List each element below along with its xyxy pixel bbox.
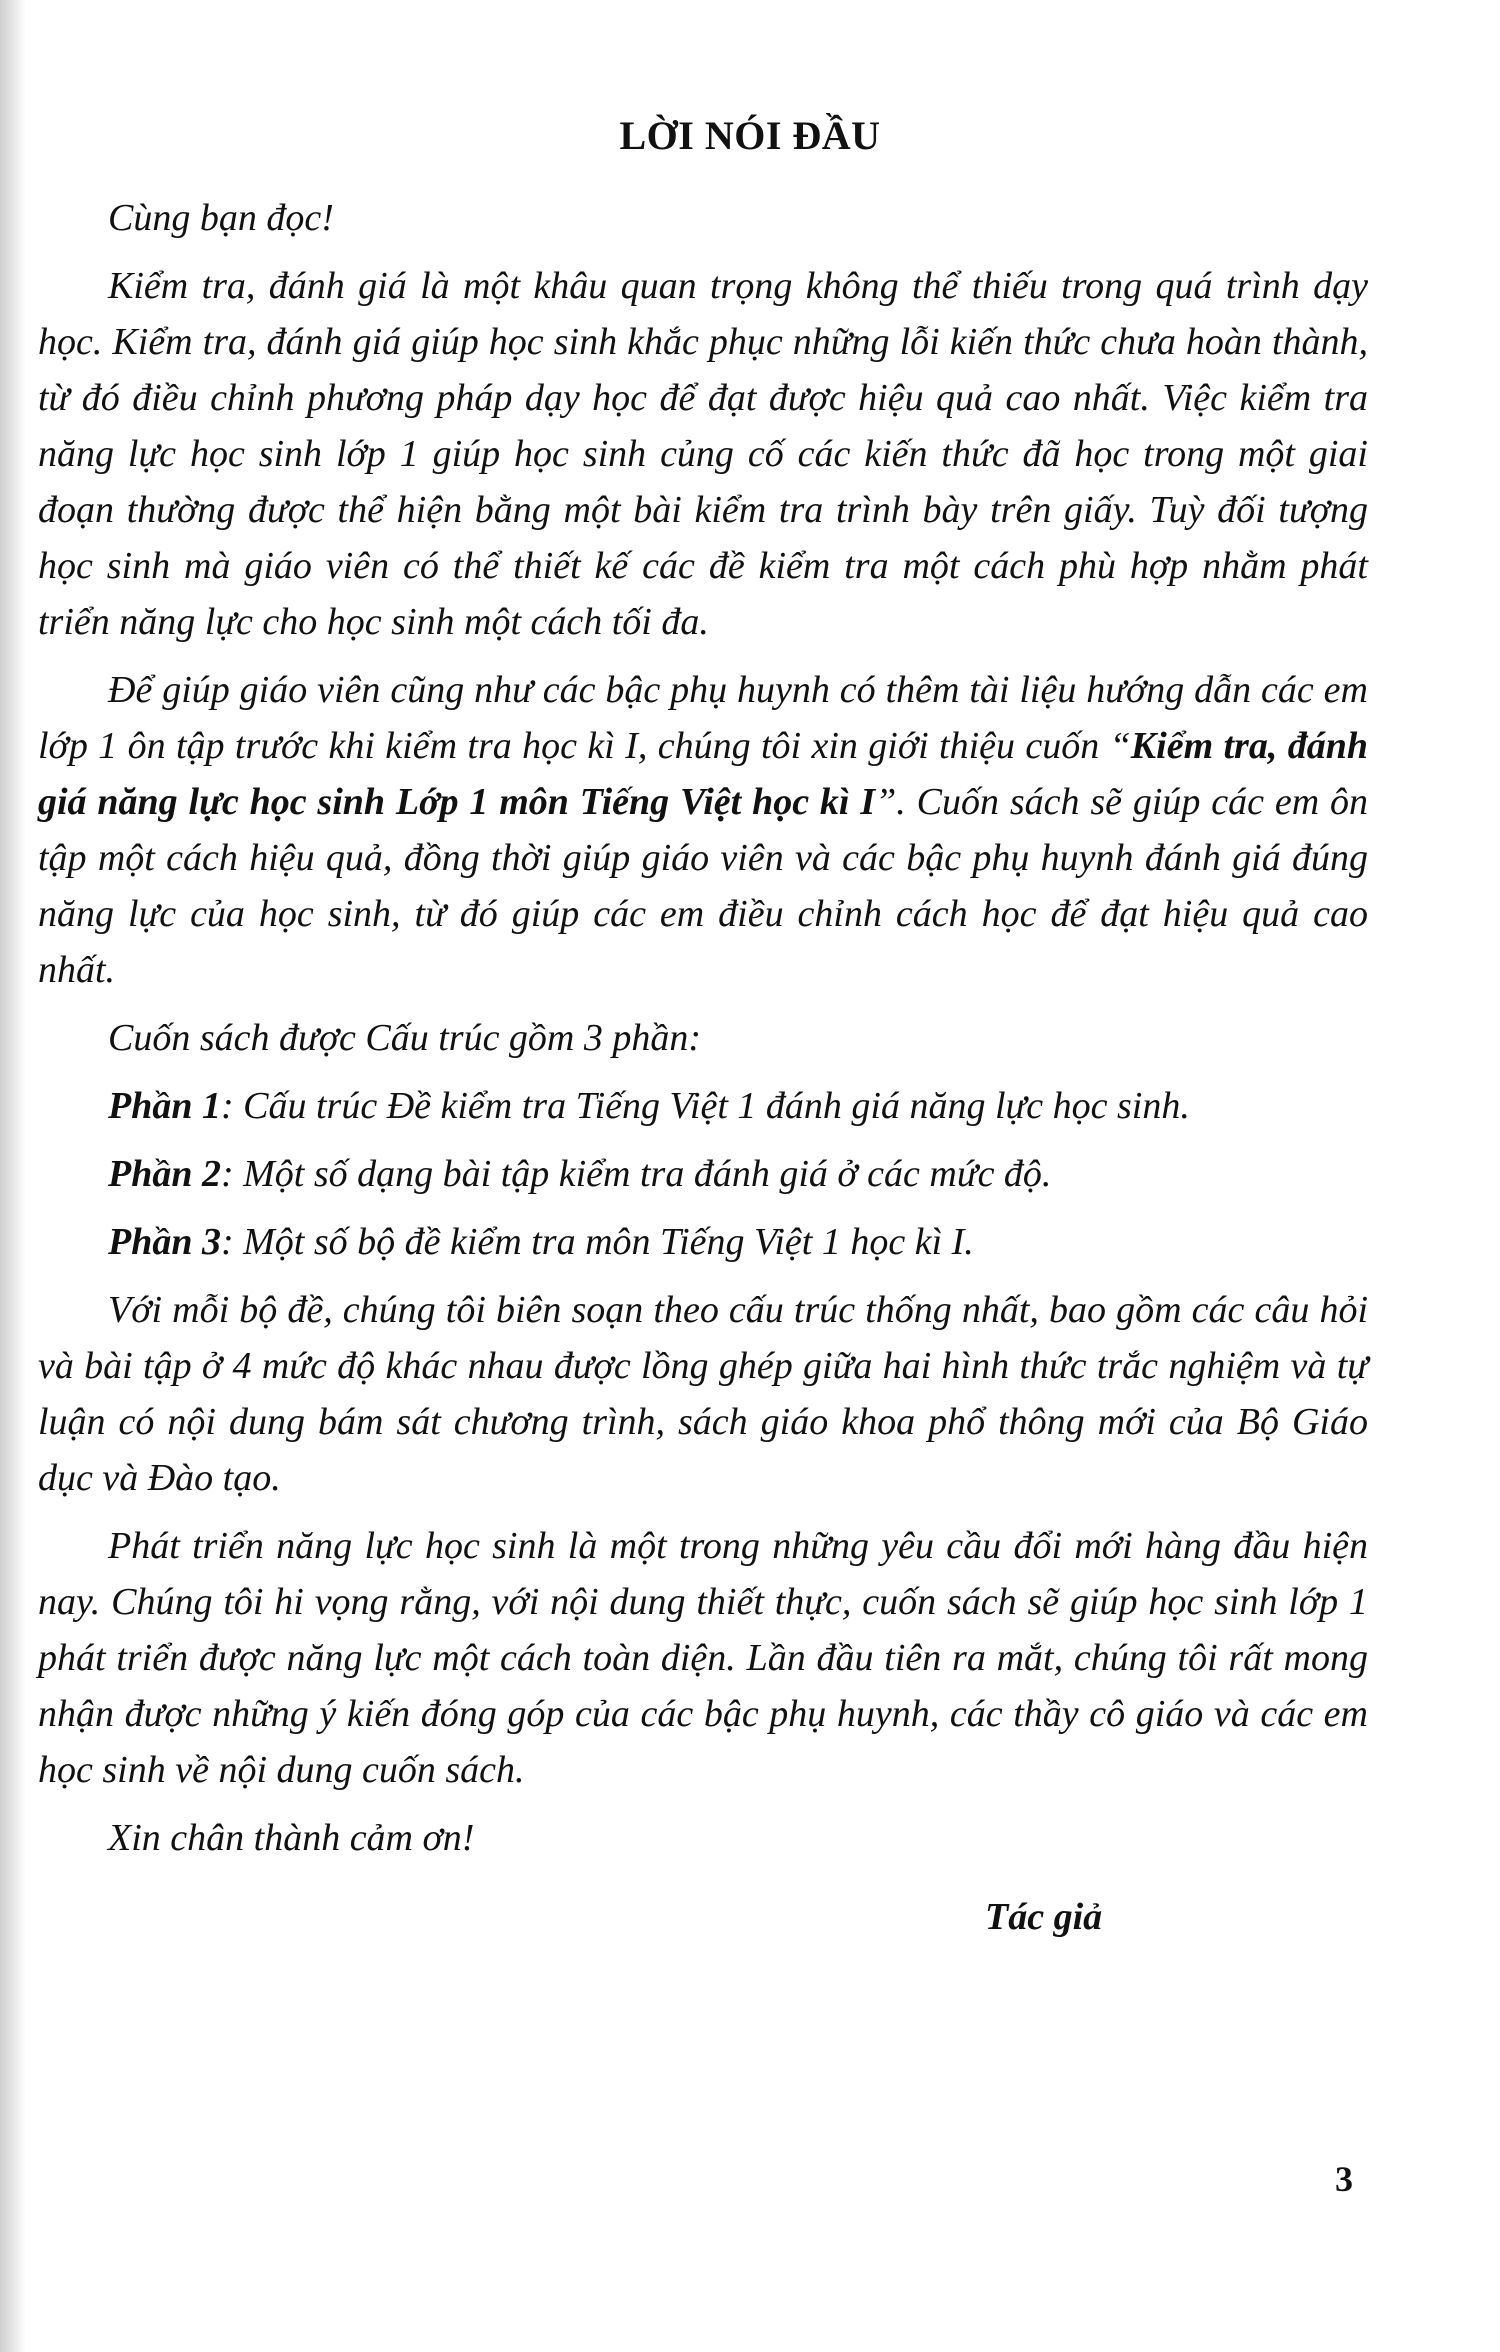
paragraph-2-after: ”. Cuốn sách sẽ giúp các em ôn tập một cách hiệu quả, đồng thời giúp giáo viên và các bậc phụ huynh đánh giá đúng năng lực của học sinh, từ đó giúp các em điều chỉnh cách học để đạt hiệu quả cao nhất. [38, 781, 1368, 991]
paragraph-2-before: Để giúp giáo viên cũng như các bậc phụ huynh có thêm tài liệu hướng dẫn các em lớp 1 ôn tập trước khi kiểm tra học kì I, chúng tôi xin giới thiệu cuốn “ [38, 669, 1368, 767]
page-number: 3 [1335, 2159, 1353, 2199]
part-1 [38, 1078, 1368, 1134]
part-3-text: : Một số bộ đề kiểm tra môn Tiếng Việt 1 học kì I. [220, 1221, 974, 1263]
paragraph-3: Với mỗi bộ đề, chúng tôi biên soạn theo cấu trúc thống nhất, bao gồm các câu hỏi và bài tập ở 4 mức độ khác nhau được lồng ghép giữa hai hình thức trắc nghiệm và tự luận có nội dung bám sát chương trình, sách giáo khoa phổ thông mới của Bộ Giáo dục và Đào tạo. [38, 1289, 1368, 1499]
greeting: Cùng bạn đọc! [108, 197, 334, 239]
structure-intro: Cuốn sách được Cấu trúc gồm 3 phần: [108, 1017, 702, 1059]
paragraph-4: Phát triển năng lực học sinh là một trong những yêu cầu đổi mới hàng đầu hiện nay. Chúng tôi hi vọng rằng, với nội dung thiết thực, cuốn sách sẽ giúp học sinh lớp 1 phát triển được năng lực một cách toàn diện. Lần đầu tiên ra mắt, chúng tôi rất mong nhận được những ý kiến đóng góp của các bậc phụ huynh, các thầy cô giáo và các em học sinh về nội dung cuốn sách. [38, 1525, 1368, 1791]
book-title: Kiểm tra, đánh giá năng lực học sinh Lớp 1 môn Tiếng Việt học kì I [38, 725, 1368, 823]
part-1-text: : Cấu trúc Đề kiểm tra Tiếng Việt 1 đánh giá năng lực học sinh. [220, 1085, 1190, 1127]
part-2-label: Phần 2 [108, 1153, 221, 1195]
page-title: LỜI NÓI ĐẦU [619, 113, 881, 158]
part-2-text: : Một số dạng bài tập kiểm tra đánh giá ở các mức độ. [220, 1153, 1052, 1195]
part-1-label: Phần 1 [108, 1085, 221, 1127]
part-2 [38, 1146, 1368, 1202]
signature: Tác giả [985, 1896, 1103, 1938]
part-3-label: Phần 3 [108, 1221, 221, 1263]
preface-body [38, 190, 1368, 1878]
closing: Xin chân thành cảm ơn! [108, 1817, 475, 1859]
part-3 [38, 1214, 1368, 1270]
paragraph-2 [38, 662, 1368, 998]
paragraph-1: Kiểm tra, đánh giá là một khâu quan trọng không thể thiếu trong quá trình dạy học. Kiểm tra, đánh giá giúp học sinh khắc phục những lỗi kiến thức chưa hoàn thành, từ đó điều chỉnh phương pháp dạy học để đạt được hiệu quả cao nhất. Việc kiểm tra năng lực học sinh lớp 1 giúp học sinh củng cố các kiến thức đã học trong một giai đoạn thường được thể hiện bằng một bài kiểm tra trình bày trên giấy. Tuỳ đối tượng học sinh mà giáo viên có thể thiết kế các đề kiểm tra một cách phù hợp nhằm phát triển năng lực cho học sinh một cách tối đa. [38, 265, 1368, 643]
